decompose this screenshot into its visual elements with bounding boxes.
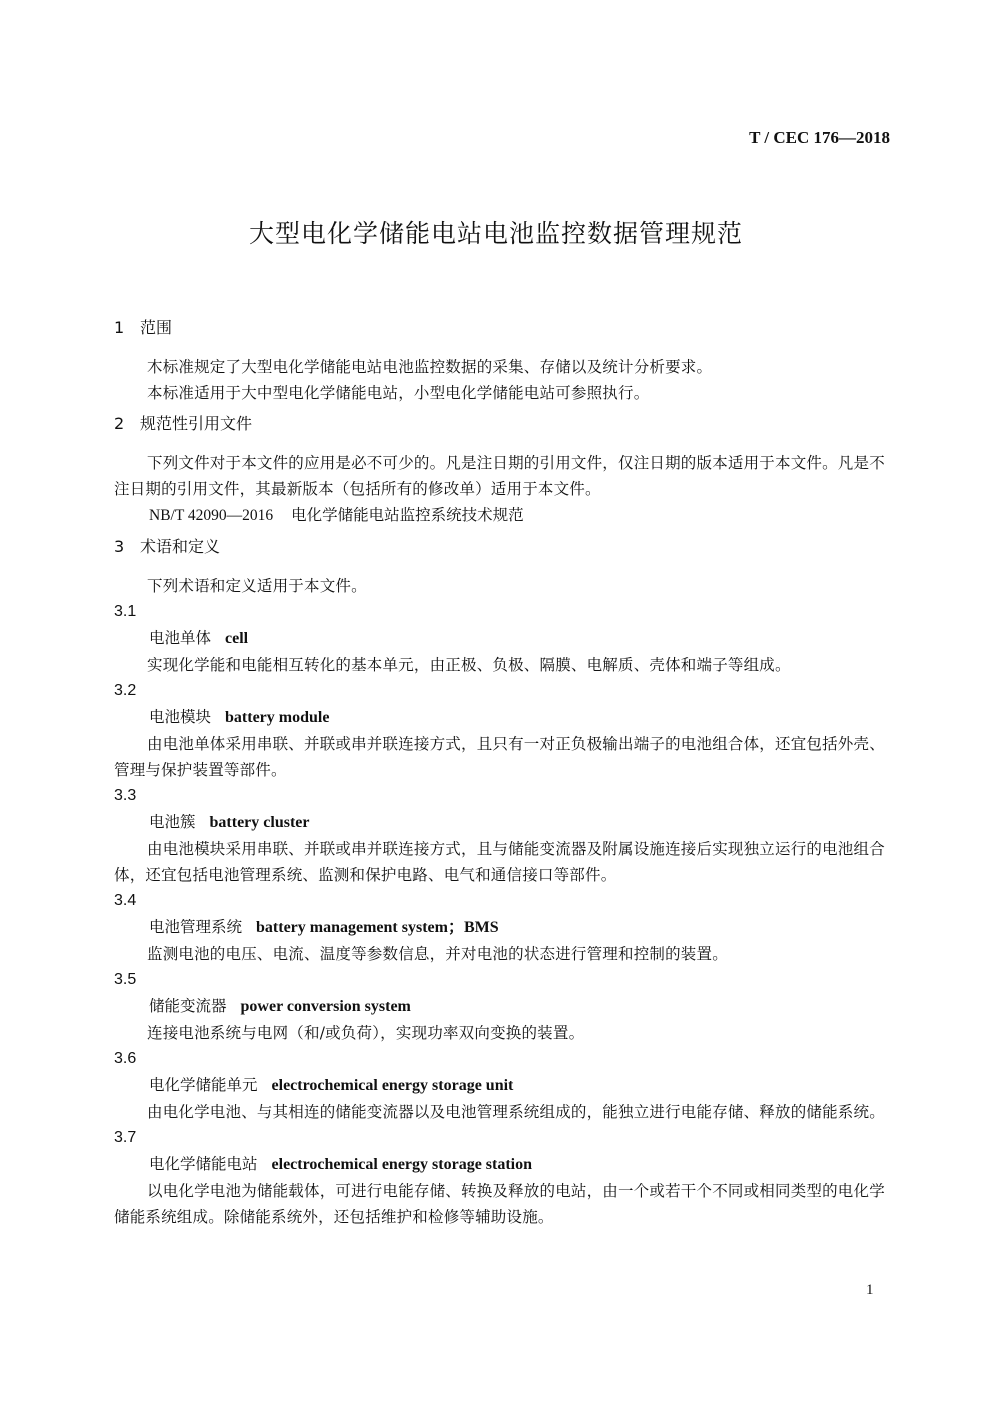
paragraph: 下列文件对于本文件的应用是必不可少的。凡是注日期的引用文件，仅注日期的版本适用于本文件。凡是不注日期的引用文件，其最新版本（包括所有的修改单）适用于本文件。 (114, 454, 885, 498)
section-title: 术语和定义 (140, 537, 221, 556)
section-heading-scope (114, 318, 890, 354)
term-title (114, 704, 890, 731)
paragraph: 本标准适用于大中型电化学储能电站，小型电化学储能电站可参照执行。 (147, 384, 650, 402)
term-cn: 电池簇 (149, 813, 196, 831)
term-en: battery module (225, 709, 330, 726)
term-number: 3.7 (114, 1129, 137, 1146)
term-number: 3.5 (114, 971, 137, 988)
section-heading-normative-references (114, 414, 890, 450)
term-en: battery cluster (209, 814, 310, 831)
term-number: 3.6 (114, 1050, 137, 1067)
section-title: 规范性引用文件 (140, 414, 253, 433)
term-en: battery management system；BMS (256, 919, 499, 936)
term-definition: 监测电池的电压、电流、温度等参数信息，并对电池的状态进行管理和控制的装置。 (147, 945, 728, 963)
term-en: electrochemical energy storage station (271, 1156, 533, 1173)
section-number: 2 (114, 414, 125, 433)
term-cn: 电化学储能单元 (149, 1076, 258, 1094)
reference-name: 电化学储能电站监控系统技术规范 (291, 506, 524, 524)
term-cn: 电池模块 (149, 708, 212, 726)
term-cn: 电池单体 (149, 629, 212, 647)
section-heading-terms (114, 537, 890, 573)
term-title (114, 914, 890, 941)
term-definition: 由电池单体采用串联、并联或串并联连接方式，且只有一对正负极输出端子的电池组合体，还宜包括外壳、管理与保护装置等部件。 (114, 735, 885, 779)
term-number: 3.2 (114, 682, 137, 699)
term-definition: 由电池模块采用串联、并联或串并联连接方式，且与储能变流器及附属设施连接后实现独立运行的电池组合体，还宜包括电池管理系统、监测和保护电路、电气和通信接口等部件。 (114, 840, 885, 884)
paragraph: 下列术语和定义适用于本文件。 (147, 577, 367, 595)
term-title (114, 1151, 890, 1178)
term-cn: 储能变流器 (149, 997, 227, 1015)
term-en: power conversion system (240, 998, 411, 1015)
term-en: electrochemical energy storage unit (271, 1077, 514, 1094)
term-number: 3.1 (114, 603, 137, 620)
document-title: 大型电化学储能电站电池监控数据管理规范 (248, 219, 743, 248)
term-definition: 由电化学电池、与其相连的储能变流器以及电池管理系统组成的，能独立进行电能存储、释放的储能系统。 (147, 1103, 885, 1121)
reference-item (114, 502, 890, 529)
term-definition: 连接电池系统与电网（和/或负荷），实现功率双向变换的装置。 (147, 1024, 585, 1042)
section-number: 1 (114, 318, 125, 337)
section-title: 范围 (140, 318, 173, 337)
term-title (114, 625, 890, 652)
term-en: cell (225, 630, 249, 647)
page-number: 1 (866, 1282, 874, 1298)
term-number: 3.4 (114, 892, 137, 909)
term-definition: 实现化学能和电能相互转化的基本单元，由正极、负极、隔膜、电解质、壳体和端子等组成。 (147, 656, 791, 674)
reference-code: NB/T 42090—2016 (149, 507, 274, 524)
section-number: 3 (114, 537, 125, 556)
standard-code: T / CEC 176—2018 (749, 128, 890, 147)
term-title (114, 993, 890, 1020)
term-definition: 以电化学电池为储能载体，可进行电能存储、转换及释放的电站，由一个或若干个不同或相同类型的电化学储能系统组成。除储能系统外，还包括维护和检修等辅助设施。 (114, 1182, 885, 1226)
term-title (114, 809, 890, 836)
term-number: 3.3 (114, 787, 137, 804)
term-title (114, 1072, 890, 1099)
paragraph: 木标准规定了大型电化学储能电站电池监控数据的采集、存储以及统计分析要求。 (147, 358, 713, 376)
term-cn: 电池管理系统 (149, 918, 243, 936)
term-cn: 电化学储能电站 (149, 1155, 258, 1173)
document-body (114, 318, 890, 1230)
